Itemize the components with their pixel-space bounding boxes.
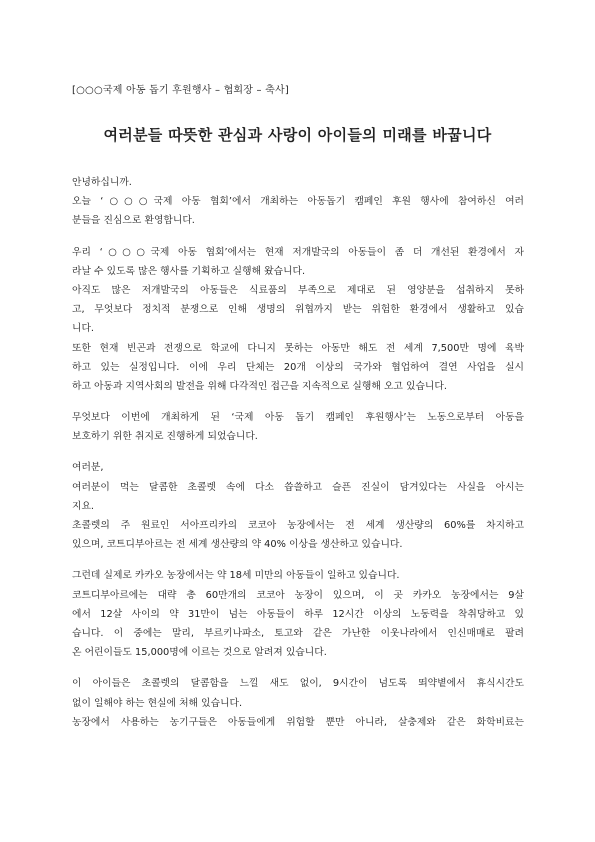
body-line: 니다.	[72, 323, 95, 335]
body-line: 그런데 실제로 카카오 농장에서는 약 18세 미만의 아동들이 일하고 있습니다.	[72, 570, 400, 582]
paragraph-gap	[72, 231, 524, 243]
body-line: 코트디부아르에는 대략 총 60만개의 코코아 농장이 있으며, 이 곳 카카오 농장에서는 9살	[72, 589, 524, 601]
body-line: 지요.	[72, 500, 95, 512]
body-line: 이 아이들은 초콜렛의 달콤함을 느낄 새도 없이, 9시간이 넘도록 뙤약볕에서 휴식시간도	[72, 678, 524, 690]
paragraph-gap	[72, 396, 524, 408]
body-line: 에서 12살 사이의 약 31만이 넘는 아동들이 하루 12시간 이상의 노동력을 착취당하고 있	[72, 608, 524, 620]
document-tag-line: [○○○국제 아동 돕기 후원행사 – 협회장 – 축사]	[72, 85, 289, 96]
body-line: 습니다. 이 중에는 말리, 부르키나파소, 토고와 같은 가난한 이웃나라에서 인신매매로 팔려	[72, 627, 524, 639]
body-line: 하고 있는 실정입니다. 이에 우리 단체는 20개 이상의 국가와 협업하여 결연 사업을 실시	[72, 361, 524, 373]
body-line: 농장에서 사용하는 농기구들은 아동들에게 위험할 뿐만 아니라, 살충제와 같은 화학비료는	[72, 716, 524, 728]
document-title: 여러분들 따뜻한 관심과 사랑이 아이들의 미래를 바꿉니다	[103, 126, 492, 144]
body-line: 또한 현재 빈곤과 전쟁으로 학교에 다니지 못하는 아동만 해도 전 세계 7,500만 명에 육박	[72, 342, 524, 354]
body-line: 아직도 많은 저개발국의 아동들은 식료품의 부족으로 제대로 된 영양분을 섭취하지 못하	[72, 284, 524, 296]
body-line: 오늘 ‘○○○국제 아동 협회’에서 개최하는 아동돕기 캠페인 후원 행사에 참여하신 여러	[72, 196, 524, 208]
paragraph-gap	[72, 662, 524, 674]
body-line: 고, 무엇보다 정치적 분쟁으로 인해 생명의 위협까지 받는 위험한 환경에서 생활하고 있습	[72, 304, 524, 316]
body-line: 하고 아동과 지역사회의 발전을 위해 다각적인 접근을 지속적으로 실행해 오고 있습니다.	[72, 380, 447, 392]
body-line: 여러분이 먹는 달콤한 초콜렛 속에 다소 씁쓸하고 슬픈 진실이 담겨있다는 사실을 아시는	[72, 481, 524, 493]
body-line: 초콜렛의 주 원료인 서아프리카의 코코아 농장에서는 전 세계 생산량의 60%를 차지하고	[72, 520, 524, 531]
body-line: 분들을 진심으로 환영합니다.	[72, 215, 195, 227]
body-line: 무엇보다 이번에 개최하게 된 ‘국제 아동 돕기 캠페인 후원행사’는 노동으로부터 아동을	[72, 412, 524, 424]
body-line: 보호하기 위한 취지로 진행하게 되었습니다.	[72, 431, 258, 443]
body-line: 없이 일해야 하는 현실에 처해 있습니다.	[72, 697, 243, 709]
paragraph-gap	[72, 446, 524, 458]
body-line: 라날 수 있도록 많은 행사를 기획하고 실행해 왔습니다.	[72, 265, 306, 277]
document-body	[72, 173, 524, 732]
body-line: 여러분,	[72, 462, 104, 474]
body-line: 안녕하십니까.	[72, 177, 132, 188]
body-line: 우리 ‘○○○국제 아동 협회’에서는 현재 저개발국의 아동들이 좀 더 개선된 환경에서 자	[72, 246, 524, 258]
body-line: 온 어린이들도 15,000명에 이르는 것으로 알려져 있습니다.	[72, 647, 327, 659]
body-line: 있으며, 코트디부아르는 전 세계 생산량의 약 40% 이상을 생산하고 있습니다.	[72, 539, 403, 551]
paragraph-gap	[72, 554, 524, 566]
